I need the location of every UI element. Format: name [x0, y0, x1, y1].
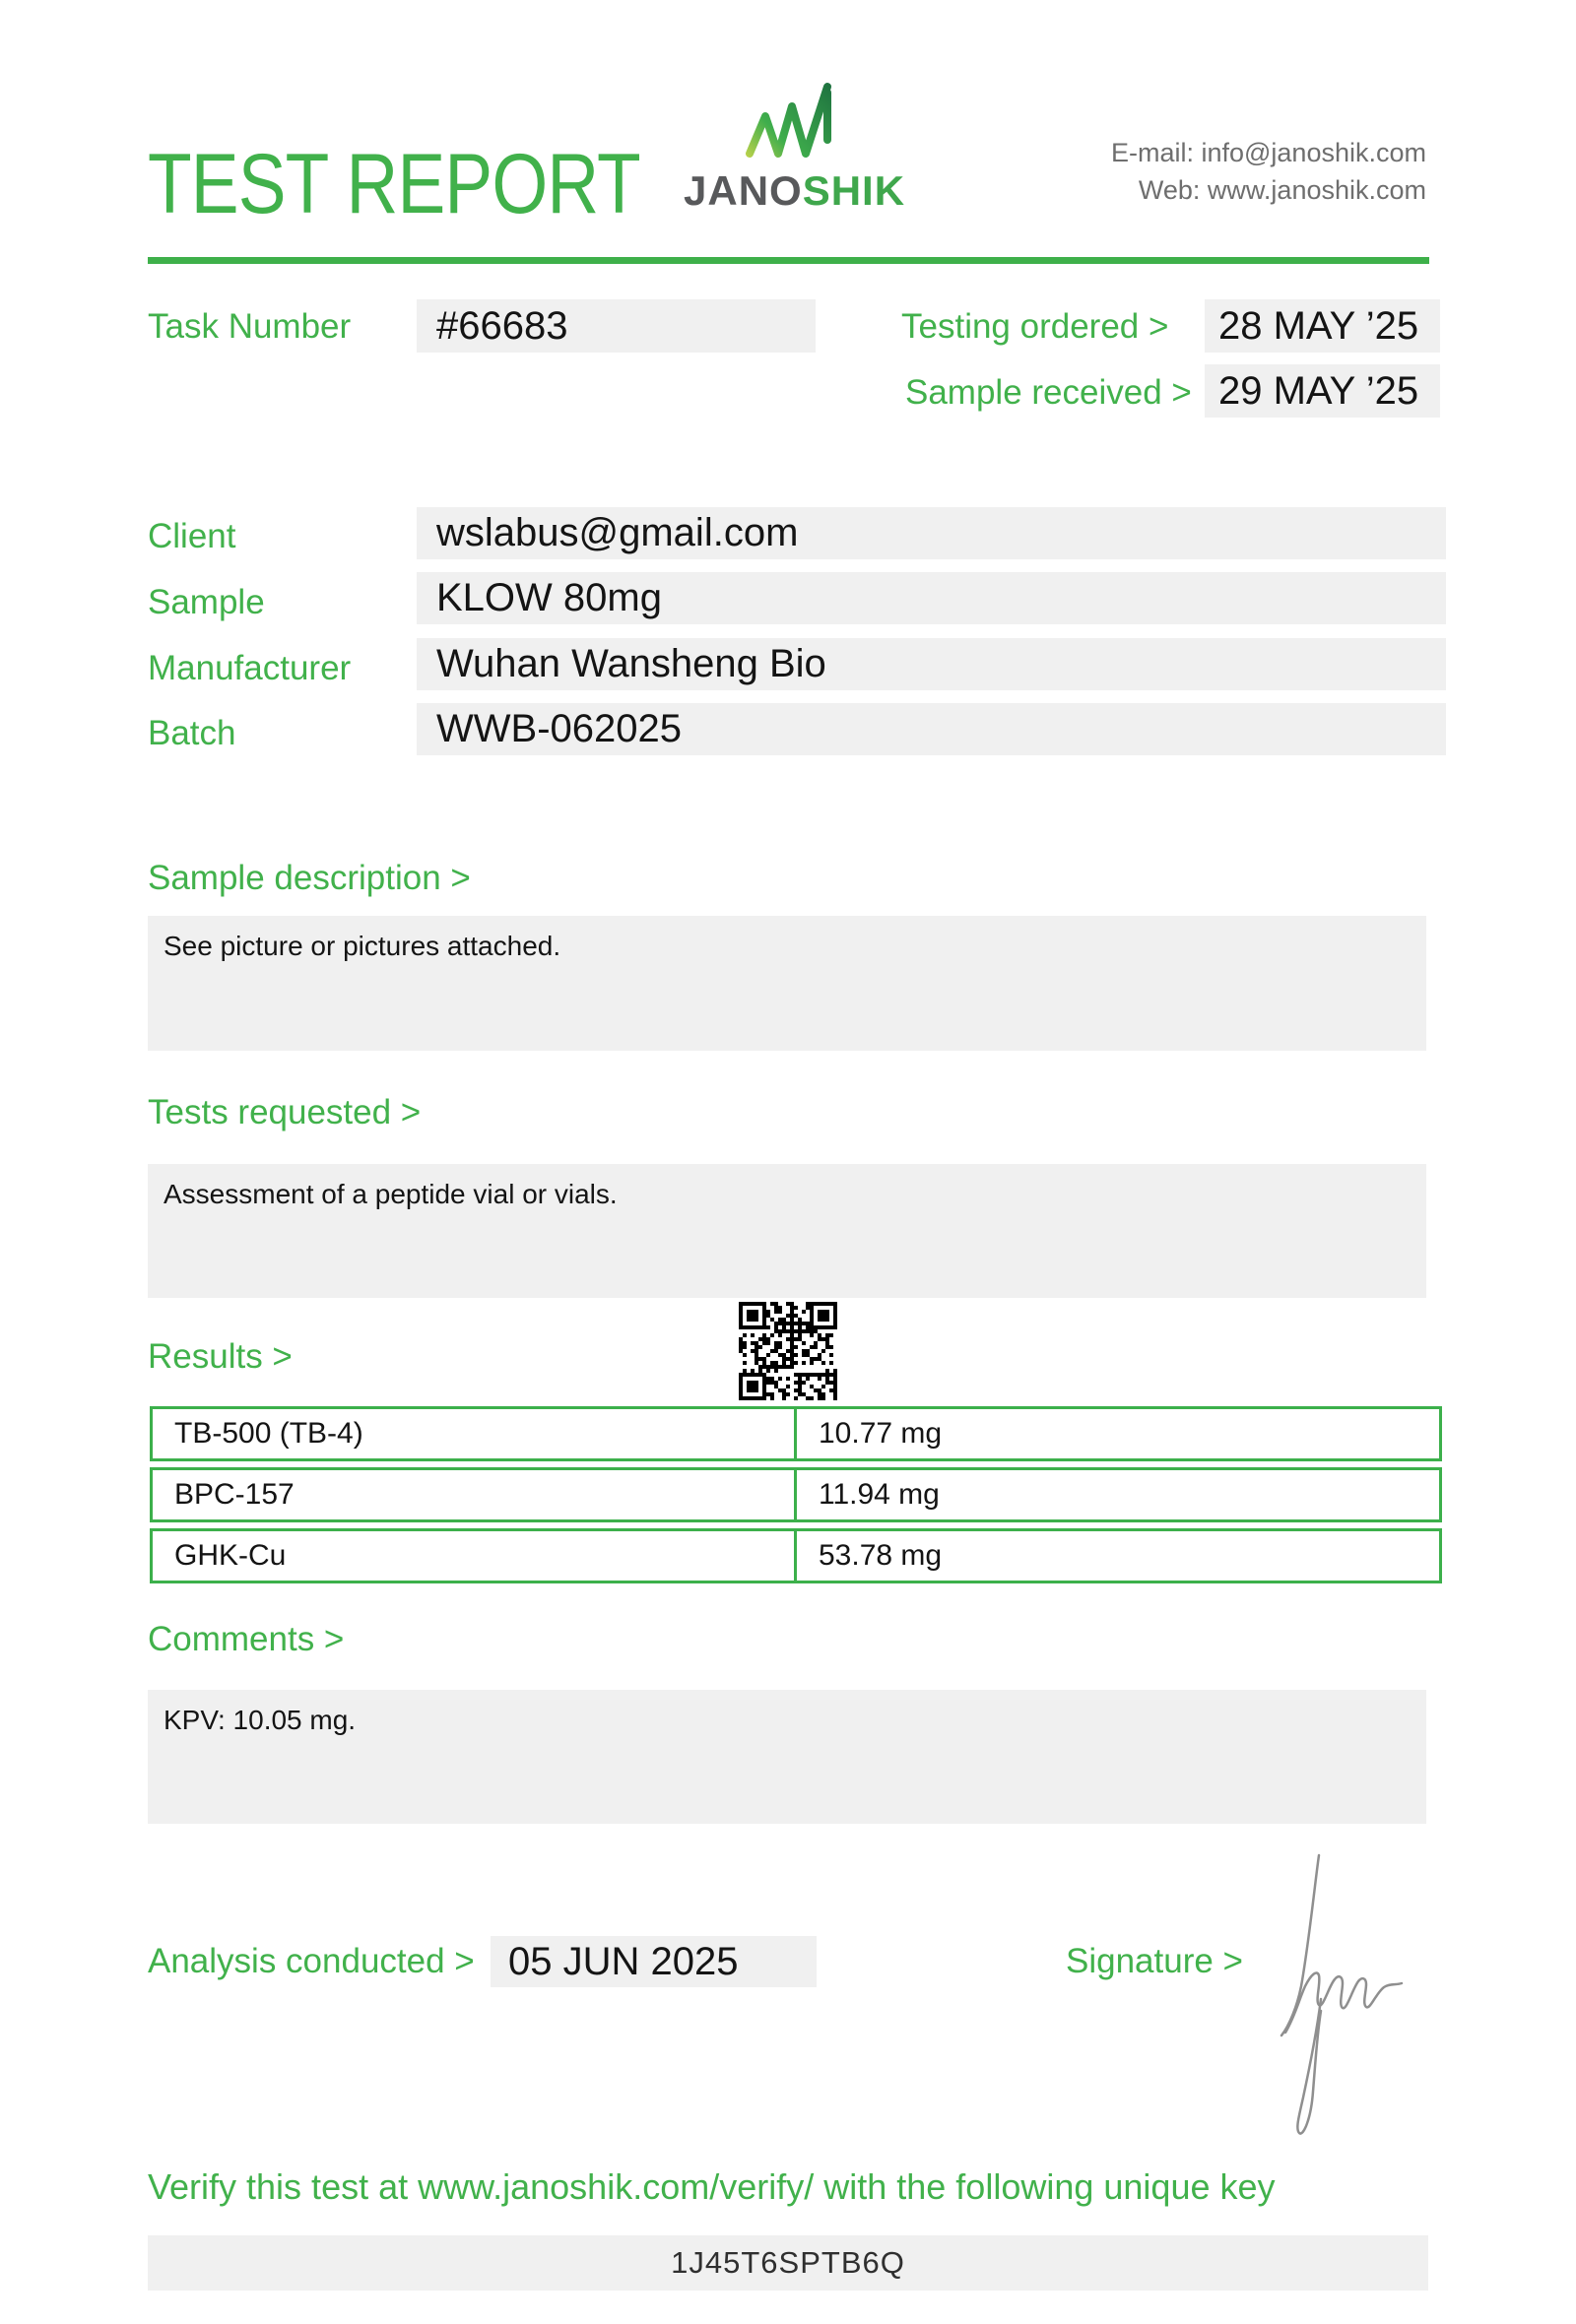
comments-text: KPV: 10.05 mg.: [164, 1705, 357, 1735]
result-amount: 10.77 mg: [819, 1417, 943, 1450]
results-heading: Results >: [148, 1337, 293, 1376]
testing-ordered-label: Testing ordered >: [901, 307, 1169, 346]
results-table-row: [150, 1467, 1442, 1522]
analysis-conducted-value: 05 JUN 2025: [491, 1936, 817, 1987]
contact-block: [1111, 134, 1426, 209]
sample-description-box: [148, 916, 1426, 1051]
comments-heading: Comments >: [148, 1620, 345, 1658]
sample-received-label: Sample received >: [905, 373, 1192, 412]
tests-requested-text: Assessment of a peptide vial or vials.: [164, 1179, 618, 1209]
sample-description-heading: Sample description >: [148, 859, 471, 897]
batch-label: Batch: [148, 714, 236, 752]
client-label: Client: [148, 517, 236, 555]
verify-instruction: Verify this test at www.janoshik.com/verify/ with the following unique key: [148, 2166, 1276, 2207]
analysis-conducted-label: Analysis conducted >: [148, 1942, 475, 1980]
manufacturer-label: Manufacturer: [148, 649, 352, 687]
verify-key: 1J45T6SPTB6Q: [148, 2235, 1428, 2291]
testing-ordered-value: 28 MAY ’25: [1205, 299, 1440, 353]
result-amount: 11.94 mg: [819, 1478, 940, 1511]
contact-email: E-mail: info@janoshik.com: [1110, 138, 1426, 167]
logo-text-shik: SHIK: [802, 167, 906, 214]
result-analyte: TB-500 (TB-4): [153, 1409, 797, 1458]
logo-wordmark: [684, 167, 905, 215]
task-number-label: Task Number: [148, 307, 352, 346]
janoshik-logo: [680, 77, 955, 225]
comments-box: [148, 1690, 1426, 1824]
rising-trend-chart-icon: [745, 79, 833, 161]
page-title: TEST REPORT: [148, 137, 640, 231]
header-divider-rule: [148, 257, 1429, 264]
result-amount: 53.78 mg: [819, 1539, 943, 1572]
result-analyte: BPC-157: [153, 1470, 797, 1519]
manufacturer-value: Wuhan Wansheng Bio: [417, 638, 1446, 690]
client-value: wslabus@gmail.com: [417, 507, 1446, 559]
sample-description-text: See picture or pictures attached.: [164, 931, 561, 961]
contact-web: Web: www.janoshik.com: [1138, 175, 1426, 205]
task-number-value: #66683: [417, 299, 816, 353]
tests-requested-box: [148, 1164, 1426, 1298]
sample-label: Sample: [148, 583, 265, 621]
results-table-row: [150, 1528, 1442, 1583]
signature-scribble: [1266, 1824, 1433, 2139]
result-analyte: GHK-Cu: [153, 1531, 797, 1581]
signature-label: Signature >: [1066, 1942, 1243, 1980]
batch-value: WWB-062025: [417, 703, 1446, 755]
qr-code: [739, 1302, 837, 1400]
logo-text-jano: JANO: [684, 167, 803, 214]
results-table-row: [150, 1406, 1442, 1461]
sample-value: KLOW 80mg: [417, 572, 1446, 624]
tests-requested-heading: Tests requested >: [148, 1093, 422, 1131]
sample-received-value: 29 MAY ’25: [1205, 364, 1440, 418]
